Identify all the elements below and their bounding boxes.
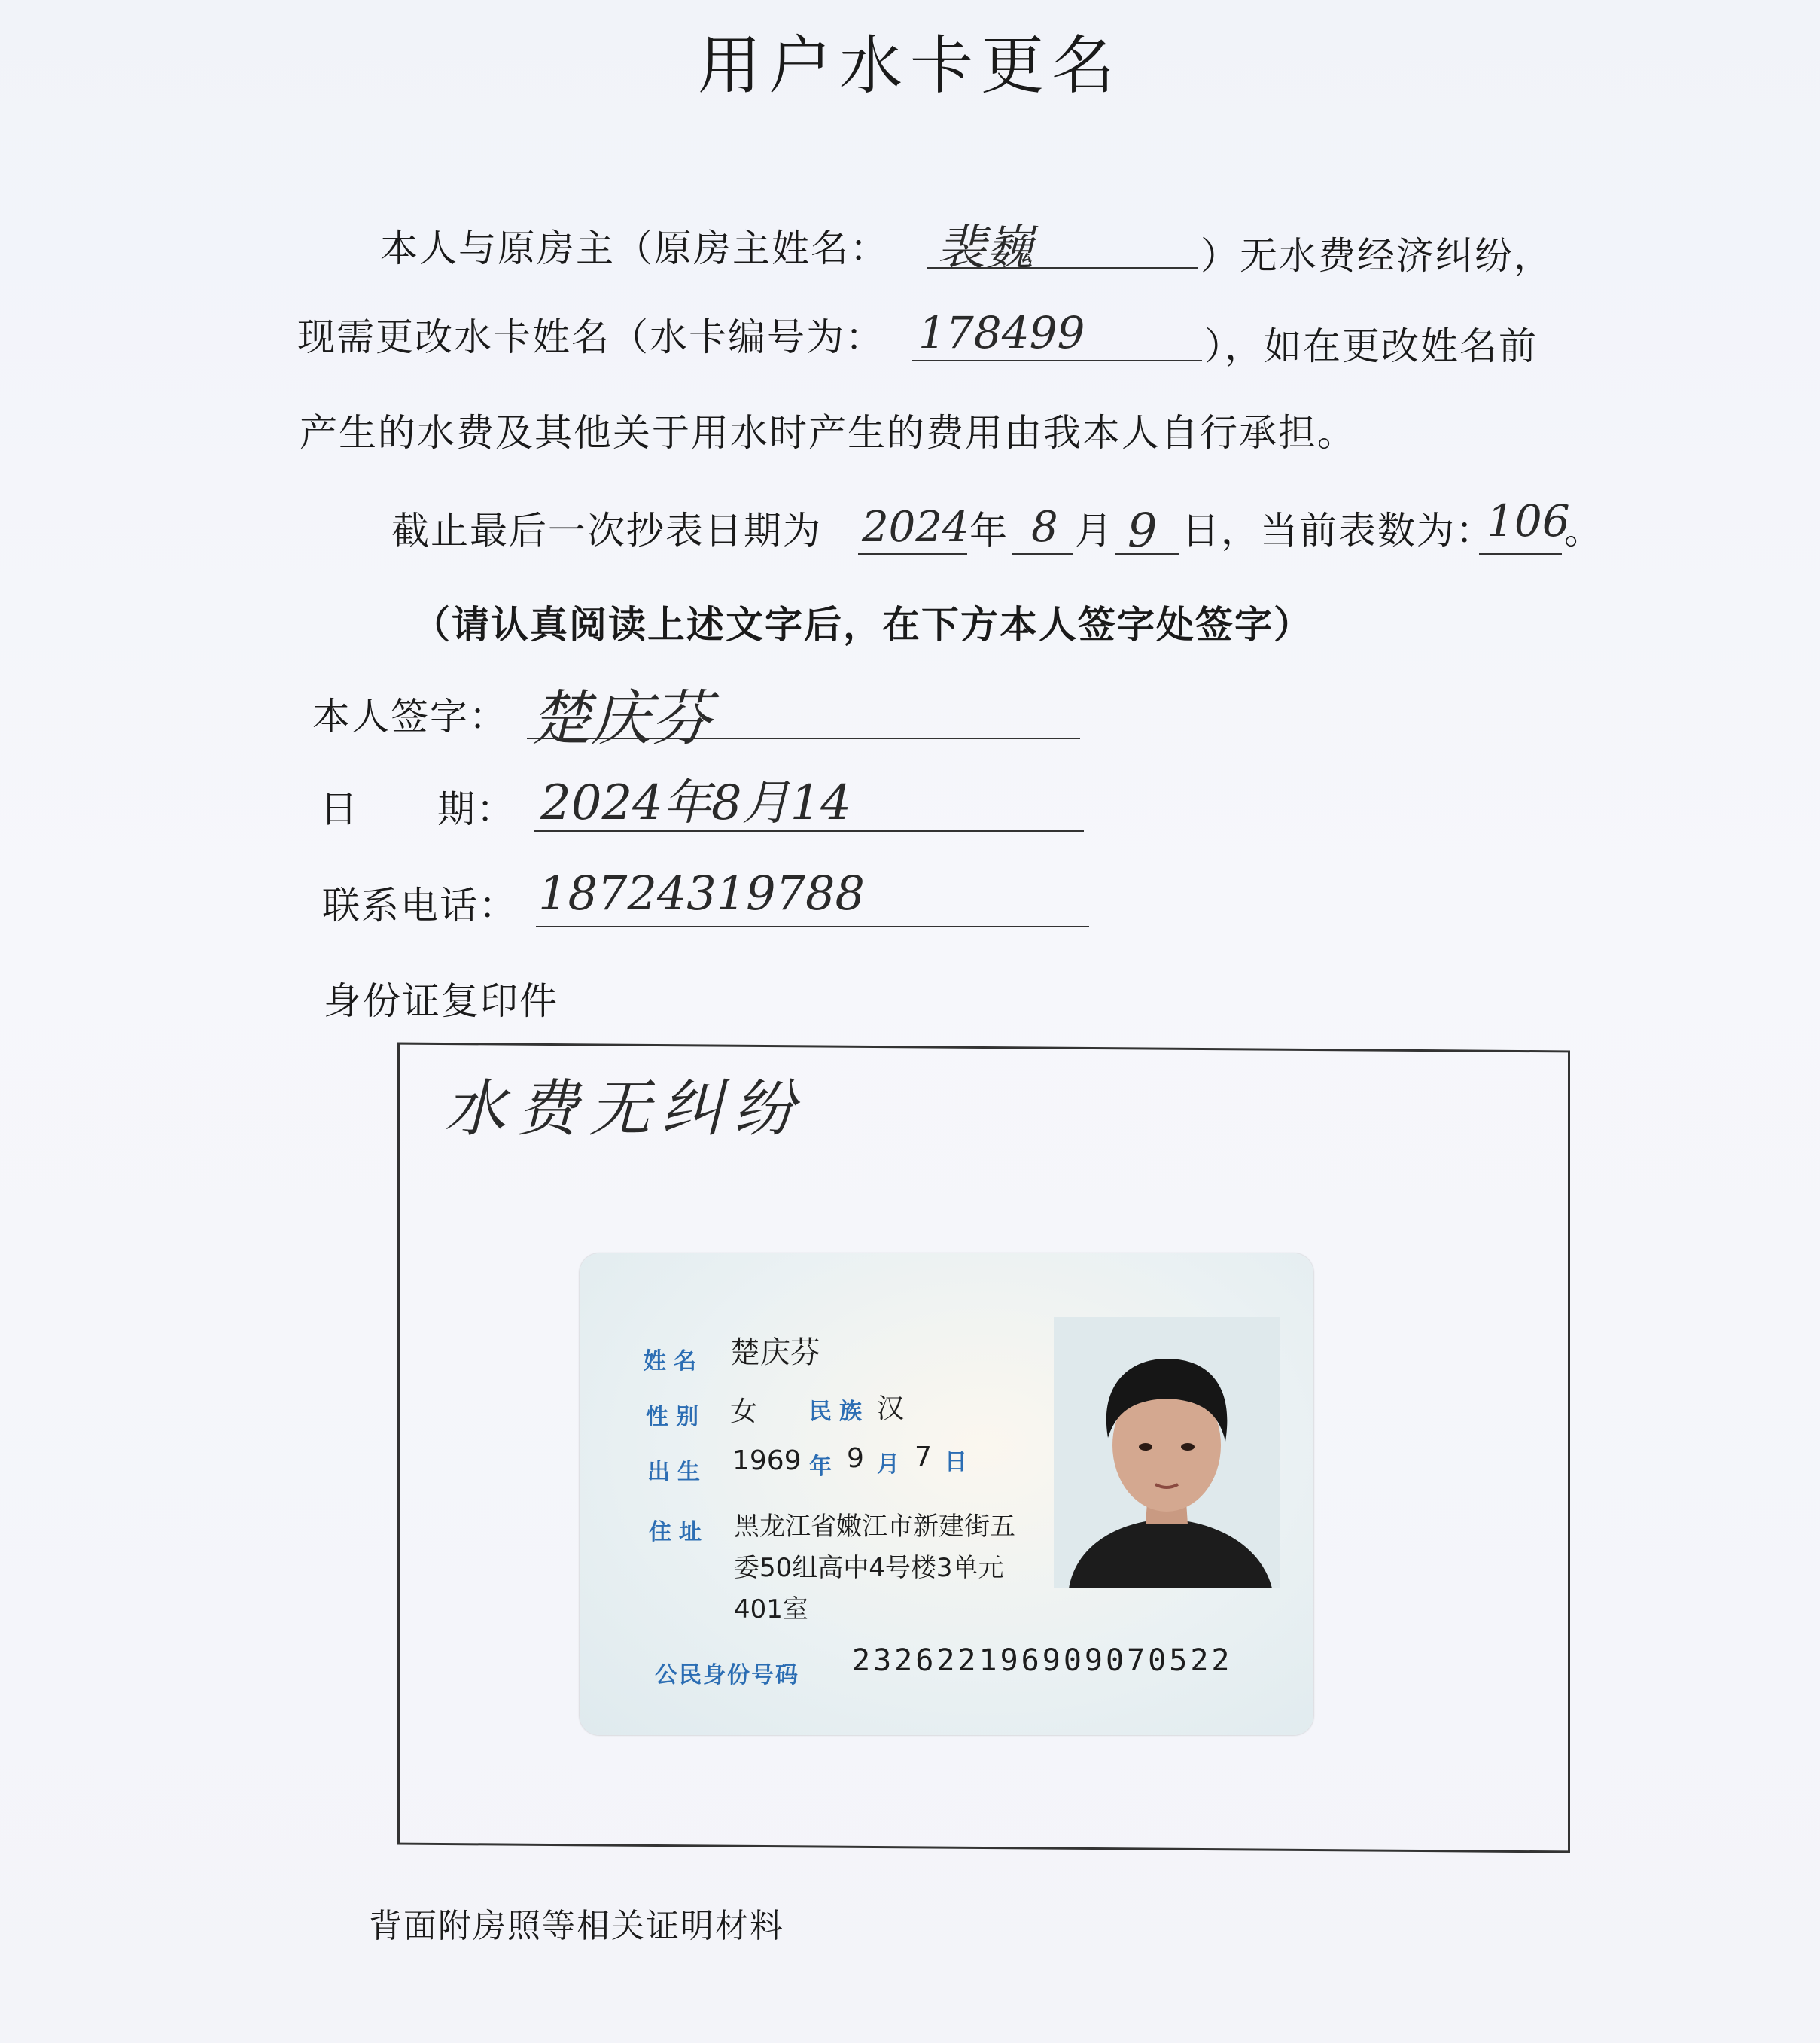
statement-line2-prefix: 现需更改水卡姓名（水卡编号为： [297, 315, 884, 359]
signature-handwritten: 楚庆芬 [531, 684, 711, 754]
id-birth-month-unit: 月 [877, 1451, 899, 1478]
statement-line1-suffix: ）无水费经济纠纷， [1201, 234, 1553, 278]
id-address-line1: 黑龙江省嫩江市新建街五 [734, 1512, 1015, 1542]
reading-month: 8 [1031, 503, 1058, 552]
id-address-line2: 委50组高中4号楼3单元 [734, 1553, 1004, 1583]
id-birth-day-unit: 日 [945, 1449, 967, 1475]
date-handwritten: 2024年8月14 [540, 775, 852, 831]
year-unit: 年 [969, 509, 1009, 553]
reading-day: 9 [1128, 503, 1158, 558]
id-address-label: 住址 [649, 1519, 709, 1545]
phone-handwritten: 18724319788 [538, 866, 865, 921]
document-title: 用户水卡更名 [697, 29, 1122, 102]
original-owner-underline [927, 267, 1198, 269]
id-birth-day: 7 [915, 1442, 932, 1472]
id-birth-month: 9 [847, 1443, 864, 1474]
line4-end: 。 [1564, 509, 1603, 553]
reading-year: 2024 [862, 503, 969, 552]
date-label: 日 期： [320, 787, 516, 831]
signature-underline [527, 738, 1080, 739]
statement-line2-suffix: ），如在更改姓名前 [1204, 324, 1538, 368]
id-address-line3: 401室 [734, 1594, 808, 1624]
portrait-illustration [1054, 1317, 1280, 1588]
original-owner-name: 裴巍 [937, 221, 1033, 276]
id-name-value: 楚庆芬 [730, 1335, 820, 1370]
id-portrait-photo [1054, 1317, 1280, 1588]
statement-line3: 产生的水费及其他关于用水时产生的费用由我本人自行承担。 [300, 411, 1356, 455]
id-card [580, 1253, 1313, 1735]
id-sex-value: 女 [730, 1396, 758, 1427]
statement-line4-prefix: 截止最后一次抄表日期为 [391, 509, 822, 553]
id-number-value: 232622196909070522 [852, 1643, 1233, 1678]
id-copy-label: 身份证复印件 [324, 979, 558, 1023]
day-underline [1115, 553, 1179, 555]
meter-reading: 106 [1487, 495, 1570, 547]
date-underline [534, 830, 1084, 832]
signature-label: 本人签字： [312, 695, 508, 738]
month-unit: 月 [1075, 509, 1114, 553]
id-number-label: 公民身份号码 [655, 1662, 799, 1688]
footer-note: 背面附房照等相关证明材料 [369, 1907, 784, 1945]
id-sex-label: 性别 [646, 1404, 706, 1430]
month-underline [1012, 553, 1073, 555]
id-name-label: 姓名 [644, 1348, 704, 1375]
card-number-underline [912, 360, 1202, 361]
phone-underline [536, 926, 1089, 927]
id-ethnicity-value: 汉 [877, 1393, 905, 1424]
statement-line1-prefix: 本人与原房主（原房主姓名： [380, 227, 889, 270]
meter-reading-underline [1479, 553, 1562, 555]
id-birth-year-unit: 年 [809, 1454, 832, 1480]
id-birth-label: 出生 [647, 1459, 708, 1485]
id-birth-year: 1969 [732, 1445, 802, 1476]
sign-notice: （请认真阅读上述文字后，在下方本人签字处签字） [412, 603, 1313, 647]
water-card-number: 178499 [918, 307, 1085, 358]
year-underline [858, 553, 967, 555]
phone-label: 联系电话： [322, 884, 518, 927]
day-unit: 日，当前表数为： [1182, 509, 1495, 553]
id-ethnicity-label: 民族 [809, 1399, 869, 1425]
box-handwritten-note: 水费无纠纷 [444, 1073, 805, 1145]
